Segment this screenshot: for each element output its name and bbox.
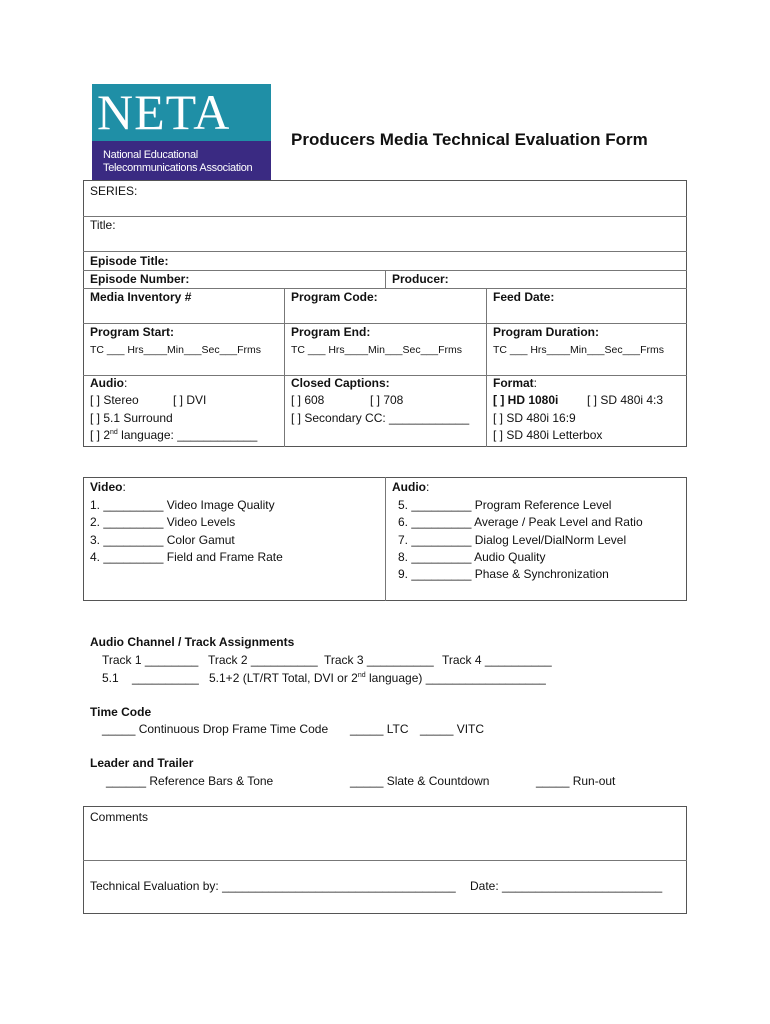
lang-suffix: language: ____________	[117, 428, 258, 442]
video-item[interactable]: 2. _________ Video Levels	[90, 515, 236, 529]
audio-eval-item[interactable]: 6. _________ Average / Peak Level and Ratio	[398, 515, 643, 529]
audio-eval-heading: Audio:	[392, 480, 430, 494]
divider	[385, 270, 386, 288]
audio-second-language-option[interactable]	[90, 427, 257, 444]
episode-number-label: Episode Number:	[90, 272, 190, 286]
format-hd-option[interactable]: [ ] HD 1080i	[493, 393, 559, 407]
producer-label: Producer:	[392, 272, 449, 286]
ch51-label: 5.1	[102, 671, 119, 685]
date-field[interactable]: Date: ________________________	[470, 879, 663, 893]
captions-608-option[interactable]: [ ] 608	[291, 393, 325, 407]
comments-label: Comments	[90, 810, 149, 824]
track2-field[interactable]: Track 2 __________	[208, 653, 318, 667]
divider	[385, 477, 386, 601]
logo-subtitle-line1: National Educational	[103, 149, 198, 161]
divider	[486, 288, 487, 447]
timecode-cdf-field[interactable]: _____ Continuous Drop Frame Time Code	[102, 722, 329, 736]
series-label: SERIES:	[90, 184, 138, 198]
ch512-sup: nd	[357, 672, 366, 679]
timecode-ltc-field[interactable]: _____ LTC	[350, 722, 409, 736]
program-code-label: Program Code:	[291, 290, 378, 304]
program-start-tc: TC ___ Hrs____Min___Sec___Frms	[90, 344, 261, 356]
leader-runout-field[interactable]: _____ Run-out	[536, 774, 616, 788]
ch512-prefix: 5.1+2 (LT/RT Total, DVI or 2	[209, 671, 358, 685]
video-item[interactable]: 1. _________ Video Image Quality	[90, 498, 275, 512]
timecode-heading: Time Code	[90, 705, 152, 719]
audio-format-heading: Audio:	[90, 376, 128, 390]
program-start-label: Program Start:	[90, 325, 175, 339]
logo-top-band	[92, 84, 271, 141]
feed-date-label: Feed Date:	[493, 290, 555, 304]
format-sd43-option[interactable]: [ ] SD 480i 4:3	[587, 393, 664, 407]
logo-subtitle	[103, 149, 252, 175]
logo-subtitle-line2: Telecommunications Association	[103, 162, 253, 174]
audio-eval-item[interactable]: 8. _________ Audio Quality	[398, 550, 546, 564]
audio-stereo-option[interactable]: [ ] Stereo	[90, 393, 139, 407]
audio-eval-label: Audio	[392, 480, 426, 494]
form-title: Producers Media Technical Evaluation Form	[291, 130, 648, 149]
logo-wordmark: NETA	[97, 84, 231, 140]
format-heading: Format:	[493, 376, 538, 390]
audio-surround-option[interactable]: [ ] 5.1 Surround	[90, 411, 173, 425]
format-sd169-option[interactable]: [ ] SD 480i 16:9	[493, 411, 576, 425]
logo-bottom-band	[92, 141, 271, 180]
format-label: Format	[493, 376, 534, 390]
divider	[83, 251, 687, 252]
ch512-field[interactable]	[209, 670, 546, 687]
track3-field[interactable]: Track 3 __________	[324, 653, 434, 667]
channels-heading: Audio Channel / Track Assignments	[90, 635, 295, 649]
captions-secondary-option[interactable]: [ ] Secondary CC: ____________	[291, 411, 470, 425]
title-label: Title:	[90, 218, 116, 232]
lang-prefix: [ ] 2	[90, 428, 111, 442]
program-duration-label: Program Duration:	[493, 325, 600, 339]
audio-eval-item[interactable]: 9. _________ Phase & Synchronization	[398, 567, 609, 581]
timecode-vitc-field[interactable]: _____ VITC	[420, 722, 485, 736]
lang-sup: nd	[110, 429, 118, 436]
divider	[284, 288, 285, 447]
program-duration-tc: TC ___ Hrs____Min___Sec___Frms	[493, 344, 664, 356]
format-letterbox-option[interactable]: [ ] SD 480i Letterbox	[493, 428, 603, 442]
ch512-suffix: language) __________________	[365, 671, 546, 685]
leader-heading: Leader and Trailer	[90, 756, 194, 770]
ch51-field[interactable]: __________	[132, 671, 199, 685]
leader-slate-field[interactable]: _____ Slate & Countdown	[350, 774, 490, 788]
track1-field[interactable]: Track 1 ________	[102, 653, 199, 667]
leader-bars-field[interactable]: ______ Reference Bars & Tone	[106, 774, 274, 788]
evaluated-by-field[interactable]: Technical Evaluation by: ___________________________________	[90, 879, 456, 893]
divider	[83, 216, 687, 217]
audio-eval-item[interactable]: 7. _________ Dialog Level/DialNorm Level	[398, 533, 627, 547]
video-item[interactable]: 3. _________ Color Gamut	[90, 533, 235, 547]
media-inventory-label: Media Inventory #	[90, 290, 192, 304]
track4-field[interactable]: Track 4 __________	[442, 653, 552, 667]
neta-logo	[92, 84, 271, 180]
episode-title-label: Episode Title:	[90, 254, 169, 268]
closed-captions-label: Closed Captions:	[291, 376, 390, 390]
video-heading: Video:	[90, 480, 126, 494]
video-item[interactable]: 4. _________ Field and Frame Rate	[90, 550, 283, 564]
program-end-tc: TC ___ Hrs____Min___Sec___Frms	[291, 344, 462, 356]
program-end-label: Program End:	[291, 325, 371, 339]
captions-708-option[interactable]: [ ] 708	[370, 393, 404, 407]
divider	[83, 860, 687, 861]
audio-dvi-option[interactable]: [ ] DVI	[173, 393, 207, 407]
video-label: Video	[90, 480, 123, 494]
audio-eval-item[interactable]: 5. _________ Program Reference Level	[398, 498, 612, 512]
audio-format-label: Audio	[90, 376, 124, 390]
